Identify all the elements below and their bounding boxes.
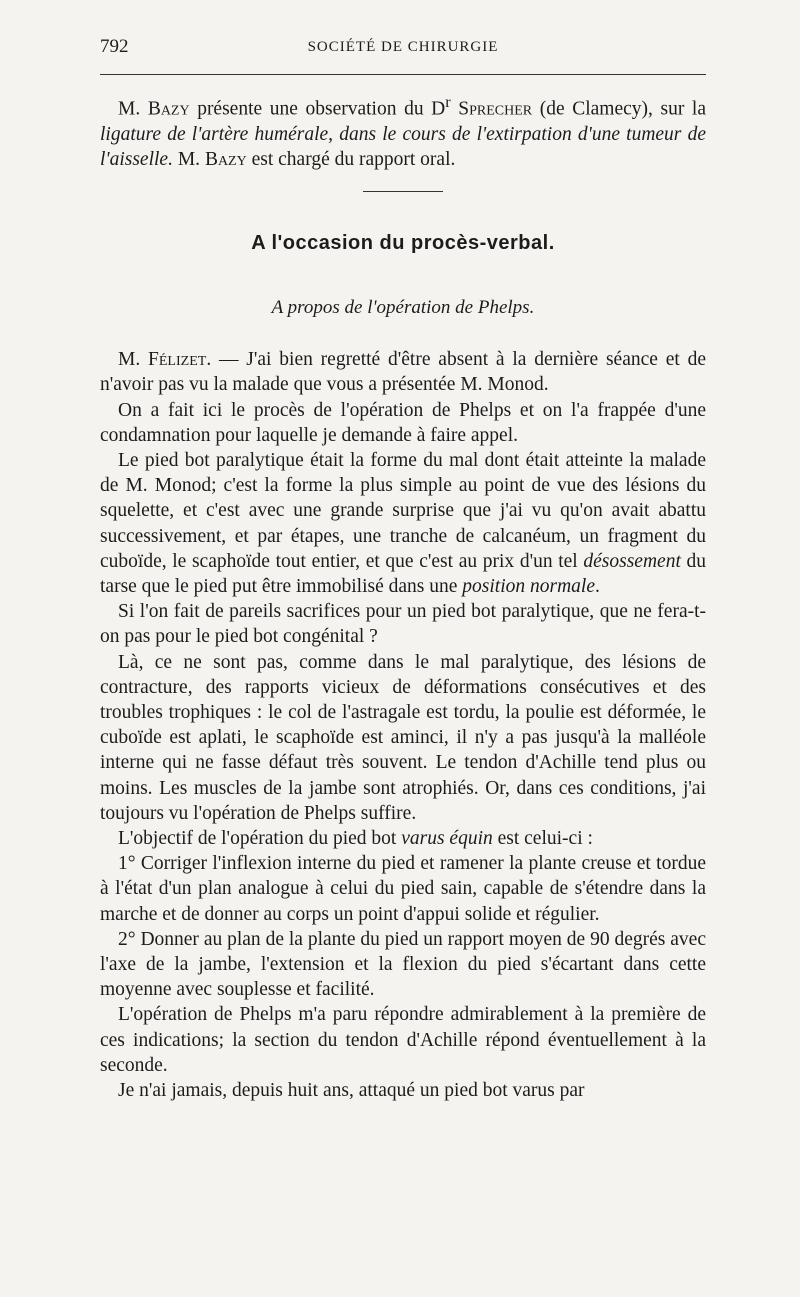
- author-name: Sprecher: [458, 98, 533, 120]
- page-header: [100, 36, 706, 66]
- list-item: 1° Corriger l'inflexion interne du pied et ramener la plante creuse et tordue à l'état d'un plan analogue à celui du pied sain, capable de s'étendre dans la marche et de donner au corps un point d'appui solide et régulier.: [100, 853, 706, 925]
- paragraph-felizet: M. Félizet. — J'ai bien regretté d'être absent à la dernière séance et de n'avoir pas vu la malade que vous a présentée M. Monod.: [100, 349, 707, 396]
- italic-title: ligature de l'artère humérale, dans le cours de l'extirpation d'une tumeur de l'aisselle.: [100, 123, 706, 170]
- author-name: Bazy: [147, 98, 190, 120]
- section-subtitle: A propos de l'opération de Phelps.: [271, 297, 535, 319]
- paragraph: L'opération de Phelps m'a paru répondre admirablement à la première de ces indications; la section du tendon d'Achille répond éventuellement à la seconde.: [100, 1004, 706, 1076]
- page-body: [100, 90, 706, 1103]
- author-name: Bazy: [204, 148, 247, 170]
- paragraph: L'objectif de l'opération du pied bot varus équin est celui-ci :: [118, 827, 593, 849]
- paragraph: On a fait ici le procès de l'opération de Phelps et on l'a frappée d'une condamnation pour laquelle je demande à faire appel.: [100, 399, 706, 446]
- paragraph: Là, ce ne sont pas, comme dans le mal paralytique, des lésions de contracture, des rapports vicieux de déformations consécutives et des troubles trophiques : le col de l'astragale est tordu, la poulie est déformée, le cuboïde est aplati, le scaphoïde est aminci, il n'y a pas jusqu'à la malléole interne qui ne fasse défaut très souvent. Le tendon d'Achille tend plus ou moins. Les muscles de la jambe sont atrophiés. Or, dans ces conditions, j'ai toujours vu l'opération de Phelps suffire.: [100, 651, 706, 824]
- author-name: Félizet: [148, 349, 207, 371]
- paragraph: Le pied bot paralytique était la forme du mal dont était atteinte la malade de M. Monod; c'est la forme la plus simple au point de vue des lésions du squelette, et c'est avec une grande surprise que j'ai vu qu'on avait abattu successivement, et par étapes, une tranche de calcanéum, un fragment du cuboïde, le scaphoïde tout entier, et que c'est au prix d'un tel désossement du tarse que le pied put être immobilisé dans une position normale.: [100, 449, 707, 597]
- paragraph-bazy: M. Bazy présente une observation du $D^r$ Sprecher (de Clamecy), sur la ligature de l'artère humérale, dans le cours de l'extirpation d'une tumeur de l'aisselle. M. Bazy est chargé du rapport oral.: [100, 93, 707, 170]
- header-rule: [100, 74, 706, 75]
- section-divider: [363, 191, 443, 192]
- running-title: SOCIÉTÉ DE CHIRURGIE: [307, 39, 499, 55]
- paragraph: Je n'ai jamais, depuis huit ans, attaqué un pied bot varus par: [118, 1080, 585, 1101]
- paragraph: Si l'on fait de pareils sacrifices pour un pied bot paralytique, que ne fera-t-on pas pour le pied bot congénital ?: [100, 601, 706, 648]
- page-number: 792: [100, 36, 129, 57]
- section-title: A l'occasion du procès-verbal.: [251, 232, 555, 255]
- list-item: 2° Donner au plan de la plante du pied un rapport moyen de 90 degrés avec l'axe de la jambe, l'extension et la flexion du pied s'écartant dans cette moyenne avec souplesse et facilité.: [100, 928, 706, 1001]
